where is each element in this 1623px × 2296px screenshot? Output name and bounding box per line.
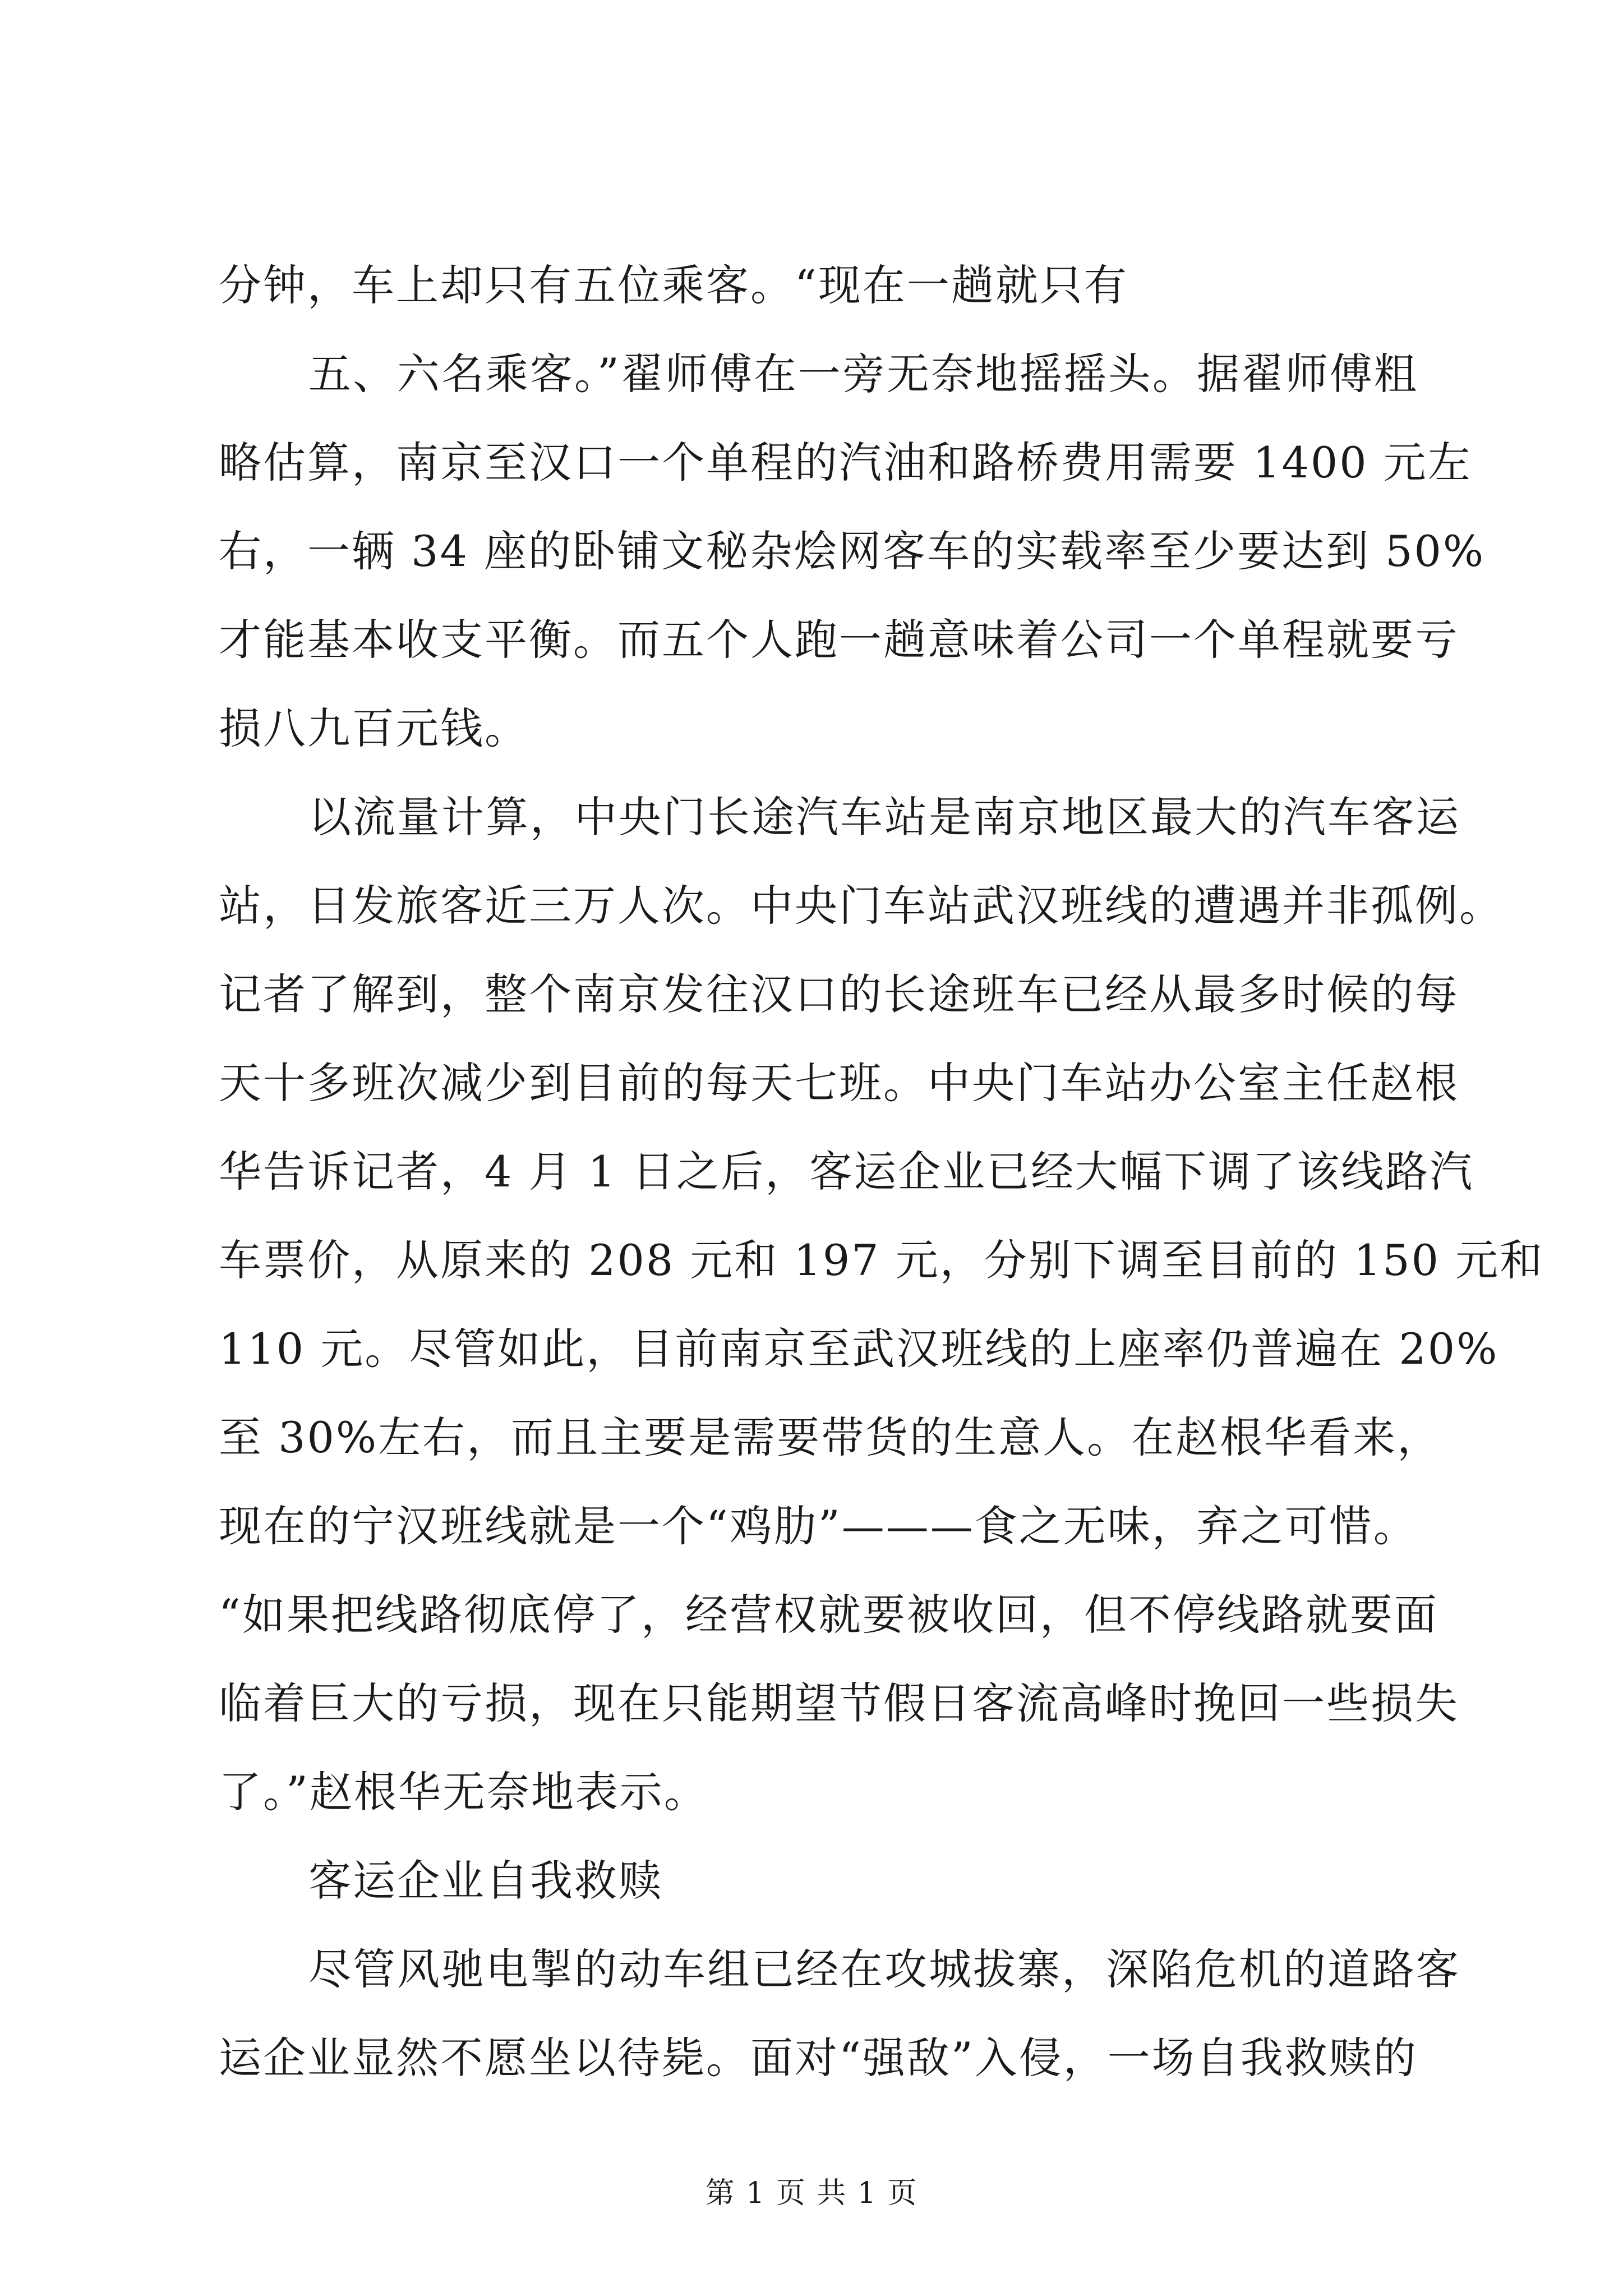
text-line: “如果把线路彻底停了，经营权就要被收回，但不停线路就要面 bbox=[219, 1590, 1438, 1640]
text-line: 略估算，南京至汉口一个单程的汽油和路桥费用需要 1400 元左 bbox=[219, 438, 1472, 487]
text-line: 右，一辆 34 座的卧铺文秘杂烩网客车的实载率至少要达到 50% bbox=[219, 526, 1486, 576]
text-line: 110 元。尽管如此，目前南京至武汉班线的上座率仍普遍在 20% bbox=[219, 1324, 1499, 1374]
page-number-label: 第 1 页 共 1 页 bbox=[705, 2177, 918, 2210]
text-line: 运企业显然不愿坐以待毙。面对“强敌”入侵，一场自我救赎的 bbox=[219, 2033, 1418, 2083]
text-line: 五、六名乘客。”翟师傅在一旁无奈地摇摇头。据翟师傅粗 bbox=[308, 349, 1418, 399]
text-line: 临着巨大的亏损，现在只能期望节假日客流高峰时挽回一些损失 bbox=[219, 1678, 1459, 1728]
text-line: 才能基本收支平衡。而五个人跑一趟意味着公司一个单程就要亏 bbox=[219, 615, 1459, 665]
text-line: 分钟，车上却只有五位乘客。“现在一趟就只有 bbox=[219, 260, 1128, 310]
article-body bbox=[219, 241, 1544, 2102]
text-line: 以流量计算，中央门长途汽车站是南京地区最大的汽车客运 bbox=[308, 792, 1460, 842]
text-line: 损八九百元钱。 bbox=[219, 703, 529, 753]
text-line: 记者了解到，整个南京发往汉口的长途班车已经从最多时候的每 bbox=[219, 969, 1459, 1019]
text-line: 天十多班次减少到目前的每天七班。中央门车站办公室主任赵根 bbox=[219, 1058, 1459, 1108]
page-footer bbox=[0, 2177, 1623, 2210]
text-line: 华告诉记者，4 月 1 日之后，客运企业已经大幅下调了该线路汽 bbox=[219, 1147, 1474, 1197]
text-line: 了。”赵根华无奈地表示。 bbox=[219, 1767, 708, 1817]
text-line: 至 30%左右，而且主要是需要带货的生意人。在赵根华看来， bbox=[219, 1412, 1442, 1462]
section-heading: 客运企业自我救赎 bbox=[308, 1856, 663, 1906]
text-line: 现在的宁汉班线就是一个“鸡肋”———食之无味，弃之可惜。 bbox=[219, 1501, 1418, 1551]
text-line: 车票价，从原来的 208 元和 197 元，分别下调至目前的 150 元和 bbox=[219, 1235, 1544, 1285]
text-line: 尽管风驰电掣的动车组已经在攻城拔寨，深陷危机的道路客 bbox=[308, 1944, 1460, 1994]
text-line: 站，日发旅客近三万人次。中央门车站武汉班线的遭遇并非孤例。 bbox=[219, 881, 1504, 931]
